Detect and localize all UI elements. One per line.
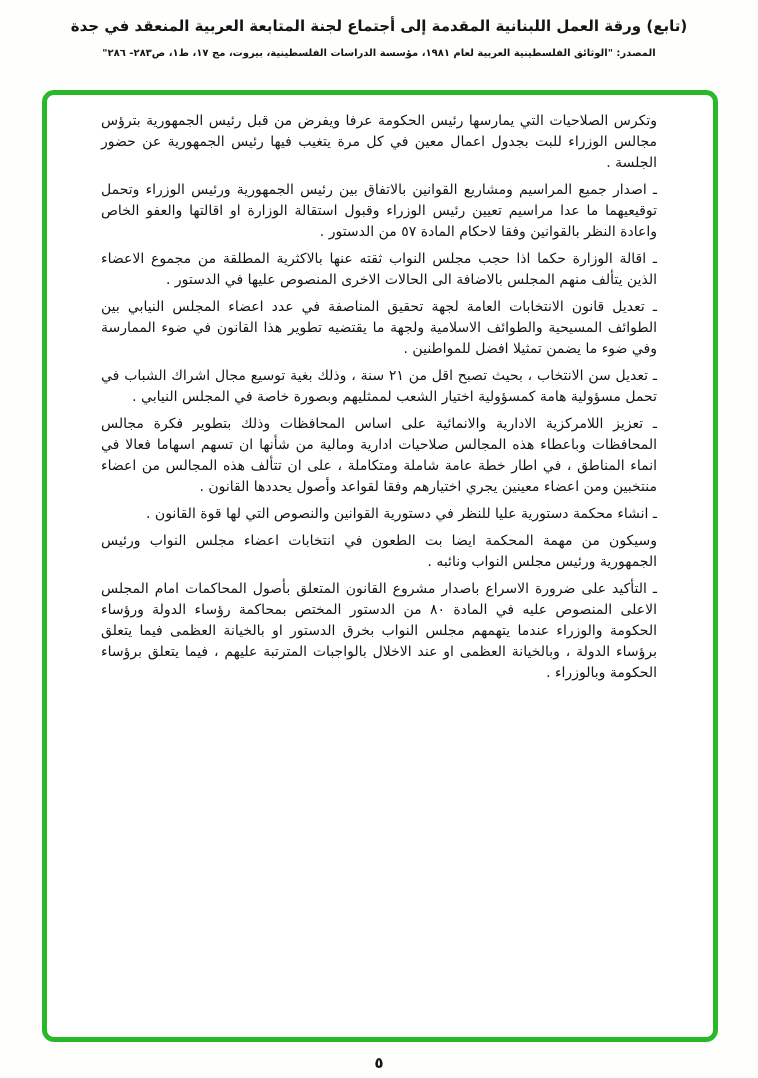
- body-paragraph: ـ اصدار جميع المراسيم ومشاريع القوانين بالاتفاق بين رئيس الجمهورية ورئيس الوزراء وتحمل توقيعيهما ما عدا مراسيم تعيين رئيس الوزراء وقبول استقالة الوزارة او اقالتها والعفو الخاص واعادة النظر بالقوانين وفقا لاحكام المادة ٥٧ من الدستور .: [101, 182, 657, 240]
- body-paragraph: وسيكون من مهمة المحكمة ايضا بت الطعون في انتخابات اعضاء مجلس النواب ورئيس الجمهورية ورئيس مجلس النواب ونائبه .: [101, 533, 657, 570]
- body-paragraph: ـ انشاء محكمة دستورية عليا للنظر في دستورية القوانين والنصوص التي لها قوة القانون .: [146, 506, 657, 522]
- page-number: ٥: [374, 1054, 384, 1072]
- body-paragraph: ـ تعديل سن الانتخاب ، بحيث تصبح اقل من ٢١ سنة ، وذلك بغية توسيع مجال اشراك الشباب في تحمل مسؤولية هامة كمسؤولية اختيار الشعب لممثليهم وبصورة خاصة في المجلس النيابي .: [101, 368, 657, 405]
- body-paragraph: ـ تعديل قانون الانتخابات العامة لجهة تحقيق المناصفة في عدد اعضاء المجلس النيابي بين الطوائف المسيحية والطوائف الاسلامية ولجهة ما يقتضيه تطوير هذا القانون في ضوء الممارسة وفي ضوء ما يضمن تمثيلا افضل للمواطنين .: [101, 299, 657, 357]
- body-text: [47, 95, 713, 700]
- content-frame: [42, 90, 718, 1042]
- document-title: (تابع) ورقة العمل اللبنانية المقدمة إلى أجتماع لجنة المتابعة العربية المنعقد في جدة: [70, 17, 688, 35]
- body-paragraph: ـ التأكيد على ضرورة الاسراع باصدار مشروع القانون المتعلق بأصول المحاكمات امام المجلس الاعلى المنصوص عليه في المادة ٨٠ من الدستور المختص بمحاكمة رؤساء الدولة ورؤساء الحكومة والوزراء عندما يتهمهم مجلس النواب بخرق الدستور او بالخيانة العظمى فيما يتعلق برؤساء الدولة ، وبالخيانة العظمى او عند الاخلال بالواجبات المترتبة عليهم ، فيما يتعلق برؤساء الحكومة وبالوزراء .: [101, 581, 658, 681]
- page-header: [0, 16, 758, 60]
- body-paragraph: ـ تعزيز اللامركزية الادارية والانمائية على اساس المحافظات وذلك بتطوير فكرة مجالس المحافظات وباعطاء هذه المجالس صلاحيات ادارية ومالية من شأنها ان تسهم اسهاما فعالا في انماء المناطق ، في اطار خطة عامة شاملة ومتكاملة ، على ان تتألف هذه المجالس من اعضاء منتخبين ومن اعضاء معينين يجري اختيارهم وفقا لقواعد وأصول يحددها القانون .: [101, 416, 657, 495]
- body-paragraph: وتكرس الصلاحيات التي يمارسها رئيس الحكومة عرفا ويفرض من قبل رئيس الجمهورية بترؤس مجالس الوزراء للبت بجدول اعمال معين في كل مرة يتغيب فيها رئيس الجمهورية عن حضور الجلسة .: [101, 113, 657, 171]
- body-paragraph: ـ اقالة الوزارة حكما اذا حجب مجلس النواب ثقته عنها بالاكثرية المطلقة من مجموع الاعضاء الذين يتألف منهم المجلس بالاضافة الى الحالات الاخرى المنصوص عليها في الدستور .: [101, 251, 657, 288]
- source-line: المصدر: "الوثائق الفلسطينية العربية لعام ١٩٨١، مؤسسة الدراسات الفلسطينية، بيروت، مج ١٧، ط١، ص٢٨٣- ٢٨٦": [102, 47, 656, 59]
